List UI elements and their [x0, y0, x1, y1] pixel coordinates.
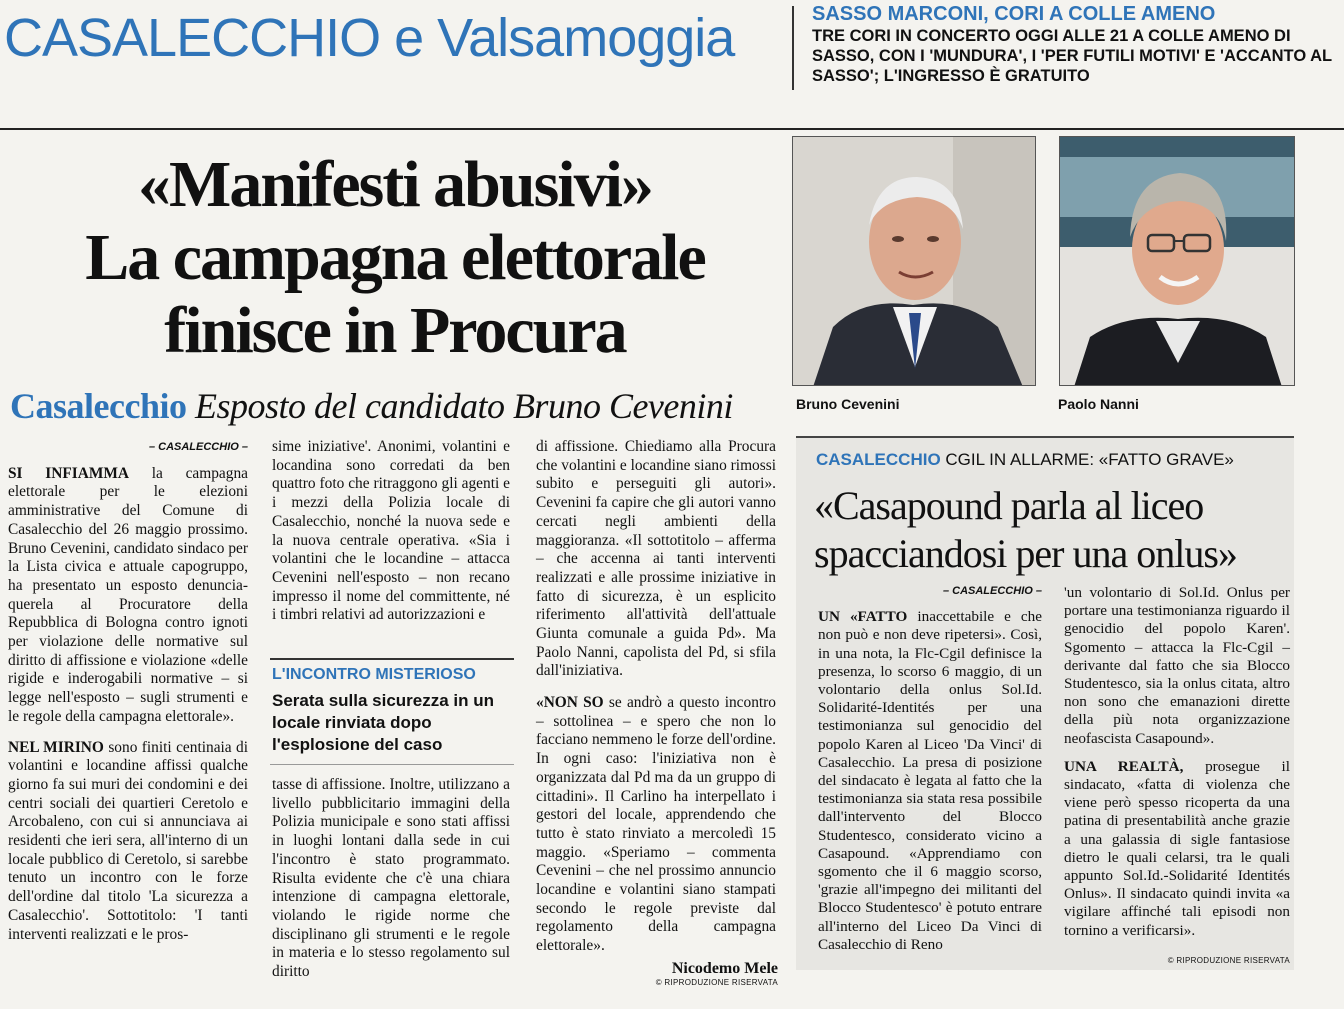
article2-title: «Casapound parla al liceo spacciandosi per una onlus»	[814, 483, 1237, 576]
headline	[0, 148, 790, 367]
portrait-icon	[793, 137, 1036, 386]
paragraph-lead: «NON SO	[536, 694, 604, 711]
headline-line-3: finisce in Procura	[164, 294, 626, 367]
header-divider	[792, 6, 794, 90]
article2-column-1	[818, 582, 1042, 954]
portrait-icon	[1060, 137, 1295, 386]
headline-line-1: «Manifesti abusivi»	[138, 148, 652, 221]
caption-bruno-cevenini: Bruno Cevenini	[796, 396, 900, 412]
photo-paolo-nanni	[1059, 136, 1295, 386]
caption-paolo-nanni: Paolo Nanni	[1058, 396, 1139, 412]
header-rule	[0, 128, 1344, 130]
paragraph-3: sime iniziative'. Anonimi, volantini e locandina sono corredati da ben quattro foto che ritraggono gli agenti e i mezzi della Polizia locale di Casalecchio, nonché la nuova sede e la nuova centrale operativa. «Sia i volantini che le locandine – attacca Cevenini nell'esposto – non recano impresso il nome del committente, né i timbri relativi ad autorizzazioni e	[272, 438, 510, 624]
paragraph-text: sono finiti centinaia di volantini e locandine affissi qualche giorno fa sui muri dei condomini e dei centri sociali dei quartieri Ceretolo e Arcobaleno, con cui si annunciava ai residenti che ieri sera, all'interno di un locale pubblico di Ceretolo, si sarebbe tenuto un incontro con le forze dell'ordine dal titolo 'La sicurezza a Casalecchio'. Sottotitolo: 'I tanti interventi realizzati e le pros-	[8, 738, 249, 943]
article2-paragraph-1	[818, 608, 1042, 954]
article2-kicker	[816, 450, 1234, 470]
paragraph-lead: NEL MIRINO	[8, 738, 104, 756]
article2-column-2	[1064, 584, 1290, 940]
rights-notice: © RIPRODUZIONE RISERVATA	[1167, 956, 1290, 965]
article2-paragraph-2: 'un volontario di Sol.Id. Onlus per portare una testimonianza riguardo il genocidio del popolo Karen'. Sgomento – attacca la Flc-Cgil – derivante dal fatto che sia Blocco Studentesco, sia la onlus citata, altro non sono che emanazioni dirette della più nota organizzazione neofascista Casapound».	[1064, 584, 1290, 747]
article2-kicker-place: CASALECCHIO	[816, 450, 941, 469]
inset-kicker: L'INCONTRO MISTERIOSO	[272, 666, 476, 683]
promo-title: SASSO MARCONI, CORI A COLLE AMENO	[812, 3, 1216, 25]
paragraph-5: di affissione. Chiediamo alla Procura che volantini e locandine siano rimossi subito e perseguiti gli autori». Cevenini fa capire che gli autori vanno cercati negli ambienti della maggioranza. «Il sottotitolo – afferma – che accenna ai tanti interventi realizzati e alle prossime iniziative in fatto di sicurezza, è un esplicito riferimento all'attività dell'attuale Giunta comunale a guida Pd». Ma Paolo Nanni, capolista del Pd, si sfila dall'iniziativa.	[536, 438, 776, 680]
bleed-through-right	[1298, 140, 1344, 960]
section-title: CASALECCHIO e Valsamoggia	[4, 8, 735, 68]
paragraph-lead: UN «FATTO	[818, 608, 908, 626]
paragraph-text: la campagna elettorale per le elezioni amministrative del Comune di Casalecchio del 26 maggio prossimo. Bruno Cevenini, candidato sindaco per la Lista civica e attuale capogruppo, ha presentato un esposto denuncia-querela al Procuratore della Repubblica di Bologna contro ignoti per violazione delle normative sul diritto di affissione e violazione «delle rigide e inderogabili normative – si legge nell'esposto – sugli strumenti e le regole della campagna elettorale».	[8, 464, 248, 725]
inset-rule	[270, 658, 514, 660]
paragraph-lead: SI INFIAMMA	[8, 464, 130, 482]
paragraph-text: prosegue il sindacato, «fatta di violenza che viene però spesso ricoperta da una patina di presentabilità anche grazie a una galassia di sigle fantasiose dietro le quali celarsi, tra le quali appunto Sol.Id.-Solidarité Identités Onlus». Il sindacato quindi invita «a vigilare affinché tali episodi non tornino a verificarsi».	[1064, 757, 1290, 939]
inset-rule-bottom	[270, 764, 514, 765]
author-signature: Nicodemo Mele	[671, 960, 778, 977]
paragraph-1	[8, 465, 248, 727]
paragraph-4: tasse di affissione. Inoltre, utilizzano a livello pubblicitario immagini della Polizia municipale e sono stati affissi in luoghi lontani dalla sede in cui l'incontro è stato programmato. Risulta evidente che c'è una chiara intenzione di campagna elettorale, violando le rigide norme che disciplinano gli strumenti e le regole in materia e lo stesso regolamento sul diritto	[272, 776, 510, 981]
paragraph-2	[8, 739, 248, 945]
bleed-through-text	[60, 60, 740, 110]
article-column-2b	[272, 776, 510, 982]
article-column-1	[8, 438, 248, 944]
article-column-3	[536, 438, 776, 681]
subheadline-place: Casalecchio	[10, 386, 187, 426]
paragraph-6	[536, 694, 776, 956]
paragraph-text: inaccettabile e che non può e non deve ripetersi». Così, in una nota, la Flc-Cgil definisce la presenza, lo scorso 6 maggio, di un volontario della onlus Sol.Id. Solidarité-Identités per una testimonianza sul genocidio del popolo Karen al Liceo 'Da Vinci' di Casalecchio. La presa di posizione del sindacato è legata al fatto che la testimonianza sia stata resa possibile dall'intervento del Blocco Studentesco, considerato vicino a Casapound. «Apprendiamo con sgomento che il 6 maggio scorso, 'grazie all'impegno dei militanti del Blocco Studentesco' è potuto entrare all'interno del Liceo Da Vinci di Casalecchio di Reno	[818, 608, 1042, 953]
promo-box	[812, 2, 1332, 86]
dateline: – CASALECCHIO –	[148, 441, 248, 453]
article2-kicker-text: CGIL IN ALLARME: «FATTO GRAVE»	[945, 450, 1234, 469]
subheadline	[10, 382, 790, 430]
promo-text: TRE CORI IN CONCERTO OGGI ALLE 21 A COLLE AMENO DI SASSO, CON I 'MUNDURA', I 'PER FUTILI MOTIVI' E 'ACCANTO AL SASSO'; L'INGRESSO È GRATUITO	[812, 27, 1332, 85]
paragraph-text: se andrò a questo incontro – sottolinea – e spero che non lo facciano nemmeno le forze dell'ordine. In ogni caso: l'iniziativa non è organizzata dal Pd ma da un gruppo di cittadini». Il Carlino ha interpellato i gestori del locale, apprendendo che tutto è stato rinviato a mercoledì 15 maggio. «Speriamo – commenta Cevenini – che nel prossimo annuncio locandine e volantini siano stampati secondo le regole previste dal regolamento della campagna elettorale».	[536, 694, 776, 955]
article-column-3b	[536, 694, 776, 956]
byline	[540, 960, 778, 987]
subheadline-text: Esposto del candidato Bruno Cevenini	[194, 386, 733, 426]
rights-notice: © RIPRODUZIONE RISERVATA	[655, 978, 778, 987]
inset-title: Serata sulla sicurezza in un locale rinviata dopo l'esplosione del caso	[272, 691, 495, 754]
headline-line-2: La campagna elettorale	[85, 221, 705, 294]
article2-rights	[1100, 956, 1290, 965]
bleed-through-mid	[720, 150, 790, 380]
photo-bruno-cevenini	[792, 136, 1036, 386]
article-column-2	[272, 438, 510, 625]
article2-paragraph-3	[1064, 758, 1290, 940]
paragraph-lead: UNA REALTÀ,	[1064, 757, 1184, 775]
article2-dateline: – CASALECCHIO –	[942, 585, 1042, 597]
